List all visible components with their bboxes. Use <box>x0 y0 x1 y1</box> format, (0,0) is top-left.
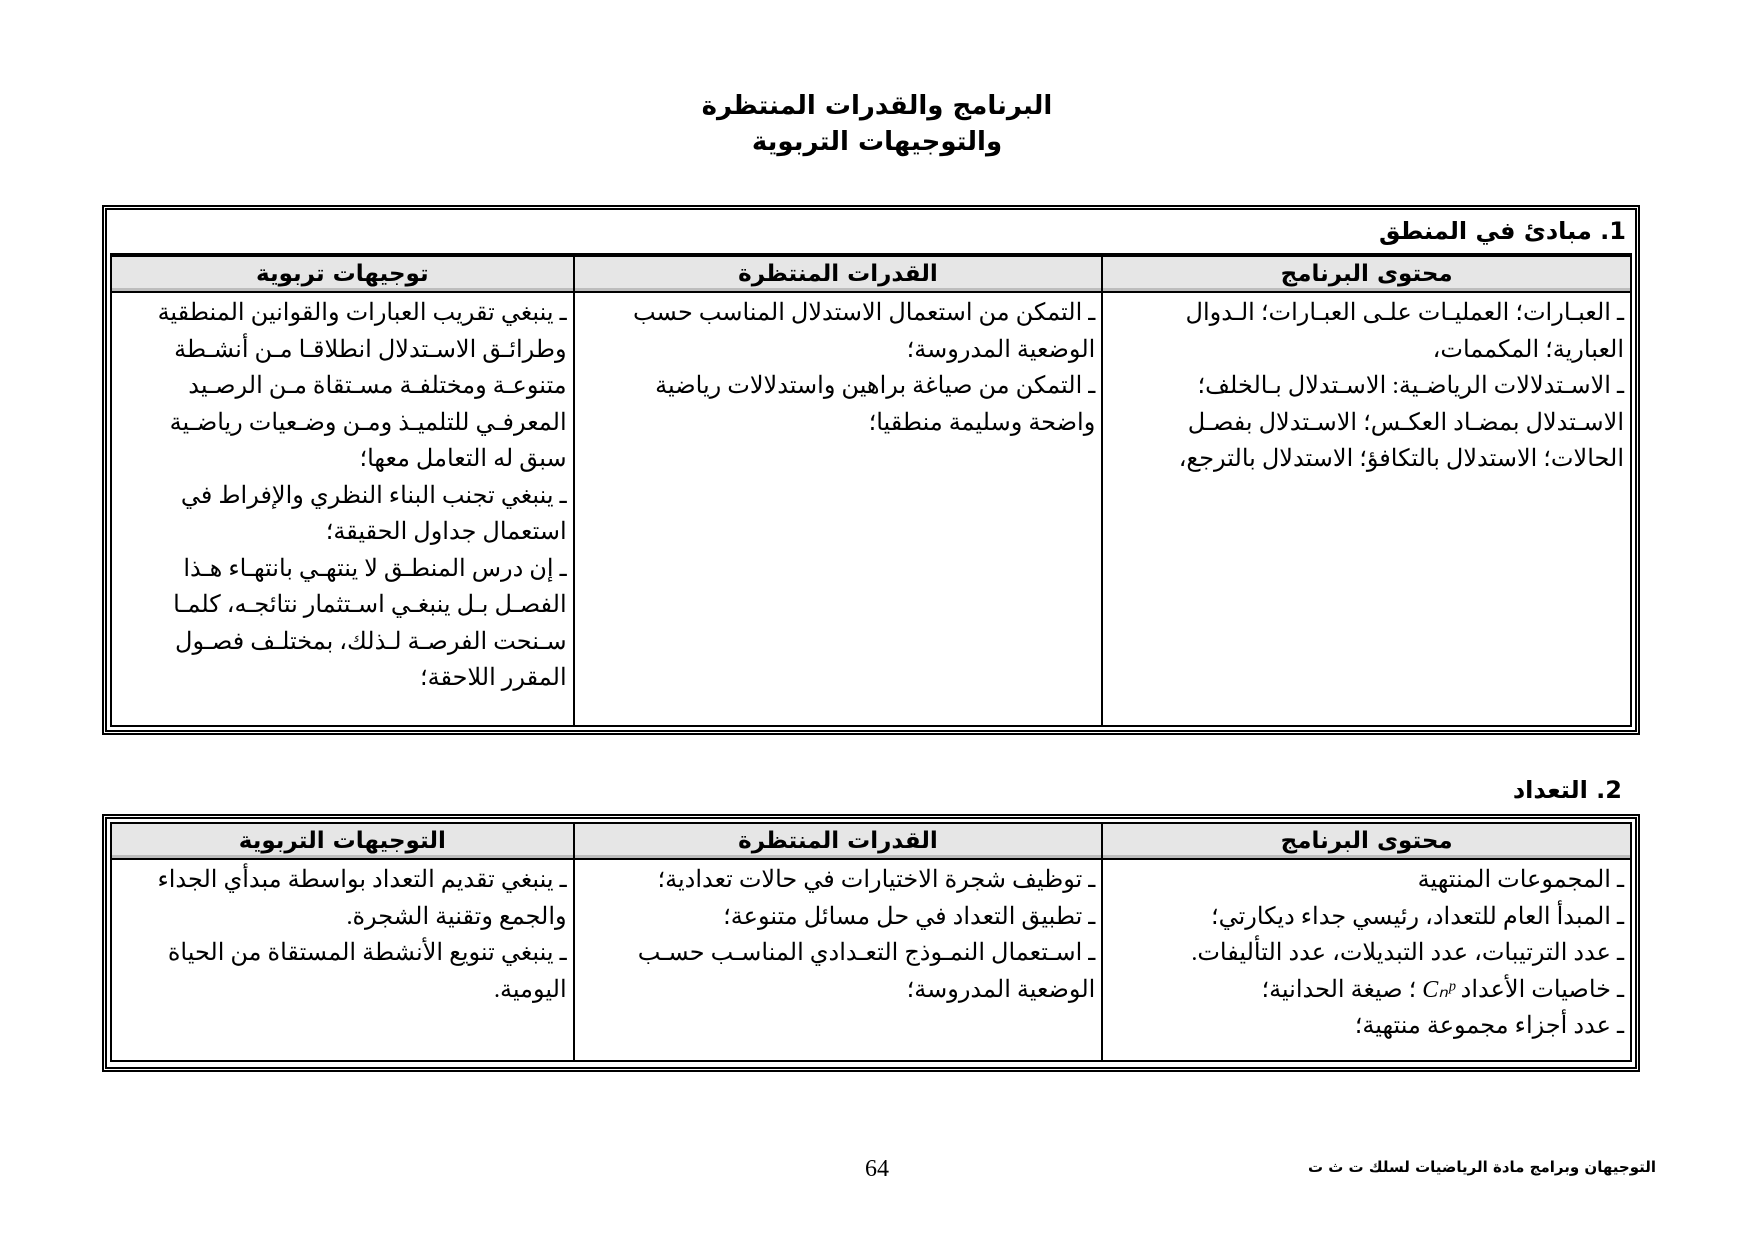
text-line: سبق له التعامل معها؛ <box>359 446 567 472</box>
cell-expected-abilities <box>574 859 1103 1061</box>
text-line: واضحة وسليمة منطقيا؛ <box>868 409 1096 436</box>
title-line-2: والتوجيهات التربوية <box>751 127 1003 157</box>
section-1-frame <box>102 205 1640 735</box>
text-line: ـ إن درس المنطـق لا ينتهـي بانتهـاء هـذا <box>183 555 567 582</box>
text-line: الحالات؛ الاستدلال بالتكافؤ؛ الاستدلال بالترجع، <box>1178 446 1624 472</box>
text-line: الوضعية المدروسة؛ <box>906 336 1096 363</box>
table-row <box>111 859 1631 1061</box>
text-line: ـ عدد أجزاء مجموعة منتهية؛ <box>1354 1013 1624 1039</box>
text-line: ـ الاسـتدلالات الرياضـية: الاسـتدلال بـالخلف؛ <box>1197 373 1624 399</box>
text-line: الفصـل بـل ينبغـي اسـتثمار نتائجـه، كلمـا <box>173 592 567 618</box>
text-line-with-symbol <box>1109 972 1624 1009</box>
cell-pedagogical-guidance <box>111 292 574 726</box>
binomial-symbol: Cₙᵖ <box>1422 976 1455 1003</box>
text-line: المقرر اللاحقة؛ <box>420 665 567 691</box>
text-line: ـ ينبغي تجنب البناء النظري والإفراط في <box>180 482 567 509</box>
text-line: ـ التمكن من صياغة براهين واستدلالات رياضية <box>655 373 1096 399</box>
text-line: المعرفـي للتلميـذ ومـن وضـعيات رياضـية <box>169 409 567 436</box>
text-line: اليومية. <box>494 976 567 1003</box>
text-line: ـ توظيف شجرة الاختيارات في حالات تعدادية؛ <box>657 867 1096 893</box>
cell-program-content <box>1102 292 1631 726</box>
header-program-content: محتوى البرنامج <box>1102 823 1631 859</box>
text-line: ـ التمكن من استعمال الاستدلال المناسب حسب <box>632 300 1096 326</box>
page-title <box>0 88 1754 160</box>
text-line: استعمال جداول الحقيقة؛ <box>325 519 567 545</box>
header-pedagogical-guidance: توجيهات تربوية <box>111 256 574 292</box>
cell-pedagogical-guidance <box>111 859 574 1061</box>
page-number: 64 <box>865 1156 889 1182</box>
section-2-heading: 2. التعداد <box>1512 776 1622 804</box>
text-line: والجمع وتقنية الشجرة. <box>346 903 567 930</box>
section-2-frame <box>102 814 1640 1072</box>
title-line-1: البرنامج والقدرات المنتظرة <box>701 91 1053 121</box>
text-line: ـ العبـارات؛ العمليـات علـى العبـارات؛ الـدوال <box>1185 300 1624 326</box>
text-line: ـ المجموعات المنتهية <box>1417 867 1624 893</box>
text-line: ـ اسـتعمال النمـوذج التعـدادي المناسـب حسـب <box>637 940 1096 966</box>
header-expected-abilities: القدرات المنتظرة <box>574 256 1103 292</box>
text-line: الاسـتدلال بمضـاد العكـس؛ الاسـتدلال بفصـل <box>1187 409 1624 436</box>
cell-expected-abilities <box>574 292 1103 726</box>
text-line: وطرائـق الاسـتدلال انطلاقـا مـن أنشـطة <box>174 336 567 363</box>
text-line: العبارية؛ المكممات، <box>1432 336 1624 363</box>
text-line: الوضعية المدروسة؛ <box>906 976 1096 1003</box>
header-pedagogical-guidance: التوجيهات التربوية <box>111 823 574 859</box>
text-line: ـ المبدأ العام للتعداد، رئيسي جداء ديكارتي؛ <box>1210 903 1624 930</box>
section-1-heading-bar <box>110 213 1632 255</box>
header-expected-abilities: القدرات المنتظرة <box>574 823 1103 859</box>
text-fragment: ـ خاصيات الأعداد <box>1460 976 1624 1003</box>
section-2-table <box>110 822 1632 1062</box>
section-1-heading: 1. مبادئ في المنطق <box>1379 217 1626 245</box>
text-fragment: ؛ صيغة الحدانية؛ <box>1261 976 1417 1003</box>
text-line: ـ عدد الترتيبات، عدد التبديلات، عدد التأليفات. <box>1191 940 1624 966</box>
text-line: ـ ينبغي تقديم التعداد بواسطة مبدأي الجداء <box>157 867 567 893</box>
text-line: ـ تطبيق التعداد في حل مسائل متنوعة؛ <box>723 903 1096 930</box>
text-line: ـ ينبغي تقريب العبارات والقوانين المنطقية <box>157 300 567 326</box>
text-line: سـنحت الفرصـة لـذلك، بمختلـف فصـول <box>175 628 567 655</box>
table-row <box>111 292 1631 726</box>
section-1-table <box>110 255 1632 727</box>
cell-program-content <box>1102 859 1631 1061</box>
text-line: ـ ينبغي تنويع الأنشطة المستقاة من الحياة <box>167 940 567 966</box>
header-program-content: محتوى البرنامج <box>1102 256 1631 292</box>
footer-note: التوجيهان وبرامج مادة الرياضيات لسلك ت ث ت <box>1307 1158 1656 1176</box>
text-line: متنوعـة ومختلفـة مسـتقاة مـن الرصـيد <box>188 373 567 399</box>
